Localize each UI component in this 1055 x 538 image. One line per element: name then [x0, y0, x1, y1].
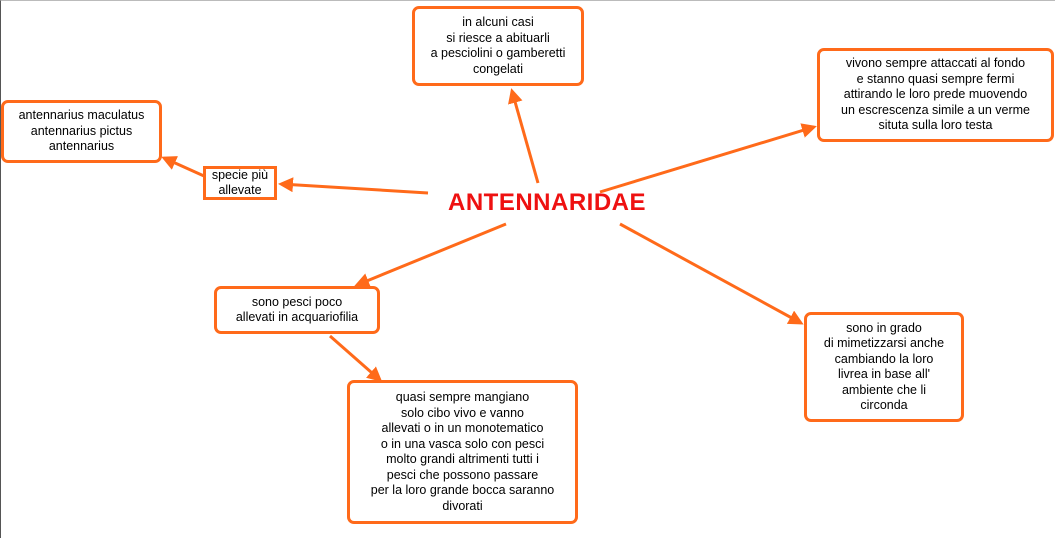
node-species-label[interactable] — [203, 166, 277, 200]
node-camouflage[interactable] — [804, 312, 964, 422]
node-aquarium-text: sono pesci poco allevati in acquariofilia — [235, 294, 359, 324]
connector-to-species-label — [281, 184, 428, 193]
node-feeding-habit[interactable] — [412, 6, 584, 86]
central-topic-label: ANTENNARIDAE — [448, 189, 646, 216]
connector-to-camouflage — [620, 224, 801, 323]
node-behavior-text: vivono sempre attaccati al fondo e stanno quasi sempre fermi attirando le loro prede muovendo un escrescenza simile a un verme situta sulla loro testa — [841, 56, 1030, 133]
node-feeding-habit-text: in alcuni casi si riesce a abituarli a pesciolini o gamberetti congelati — [430, 15, 566, 76]
connector-to-behavior — [600, 127, 814, 192]
connector-to-feeding-habit — [512, 91, 538, 183]
node-diet[interactable] — [347, 380, 578, 524]
node-species-list[interactable] — [1, 100, 162, 163]
connector-aquarium-to-diet — [330, 336, 380, 380]
node-camouflage-text: sono in grado di mimetizzarsi anche cambiando la loro livrea in base all' ambiente che li circonda — [823, 320, 945, 412]
node-diet-text: quasi sempre mangiano solo cibo vivo e vanno allevati o in un monotematico o in una vasca solo con pesci molto grandi altrimenti tutti i pesci che possono passare per la loro grande bocca saranno divorati — [370, 390, 555, 513]
node-aquarium[interactable] — [214, 286, 380, 334]
central-topic[interactable] — [430, 186, 664, 220]
node-behavior[interactable] — [817, 48, 1054, 142]
node-species-label-text: specie più allevate — [211, 167, 269, 197]
connector-species-label-to-list — [164, 158, 204, 176]
connector-to-aquarium — [357, 224, 506, 285]
node-species-list-text: antennarius maculatus antennarius pictus antennarius — [18, 108, 145, 154]
